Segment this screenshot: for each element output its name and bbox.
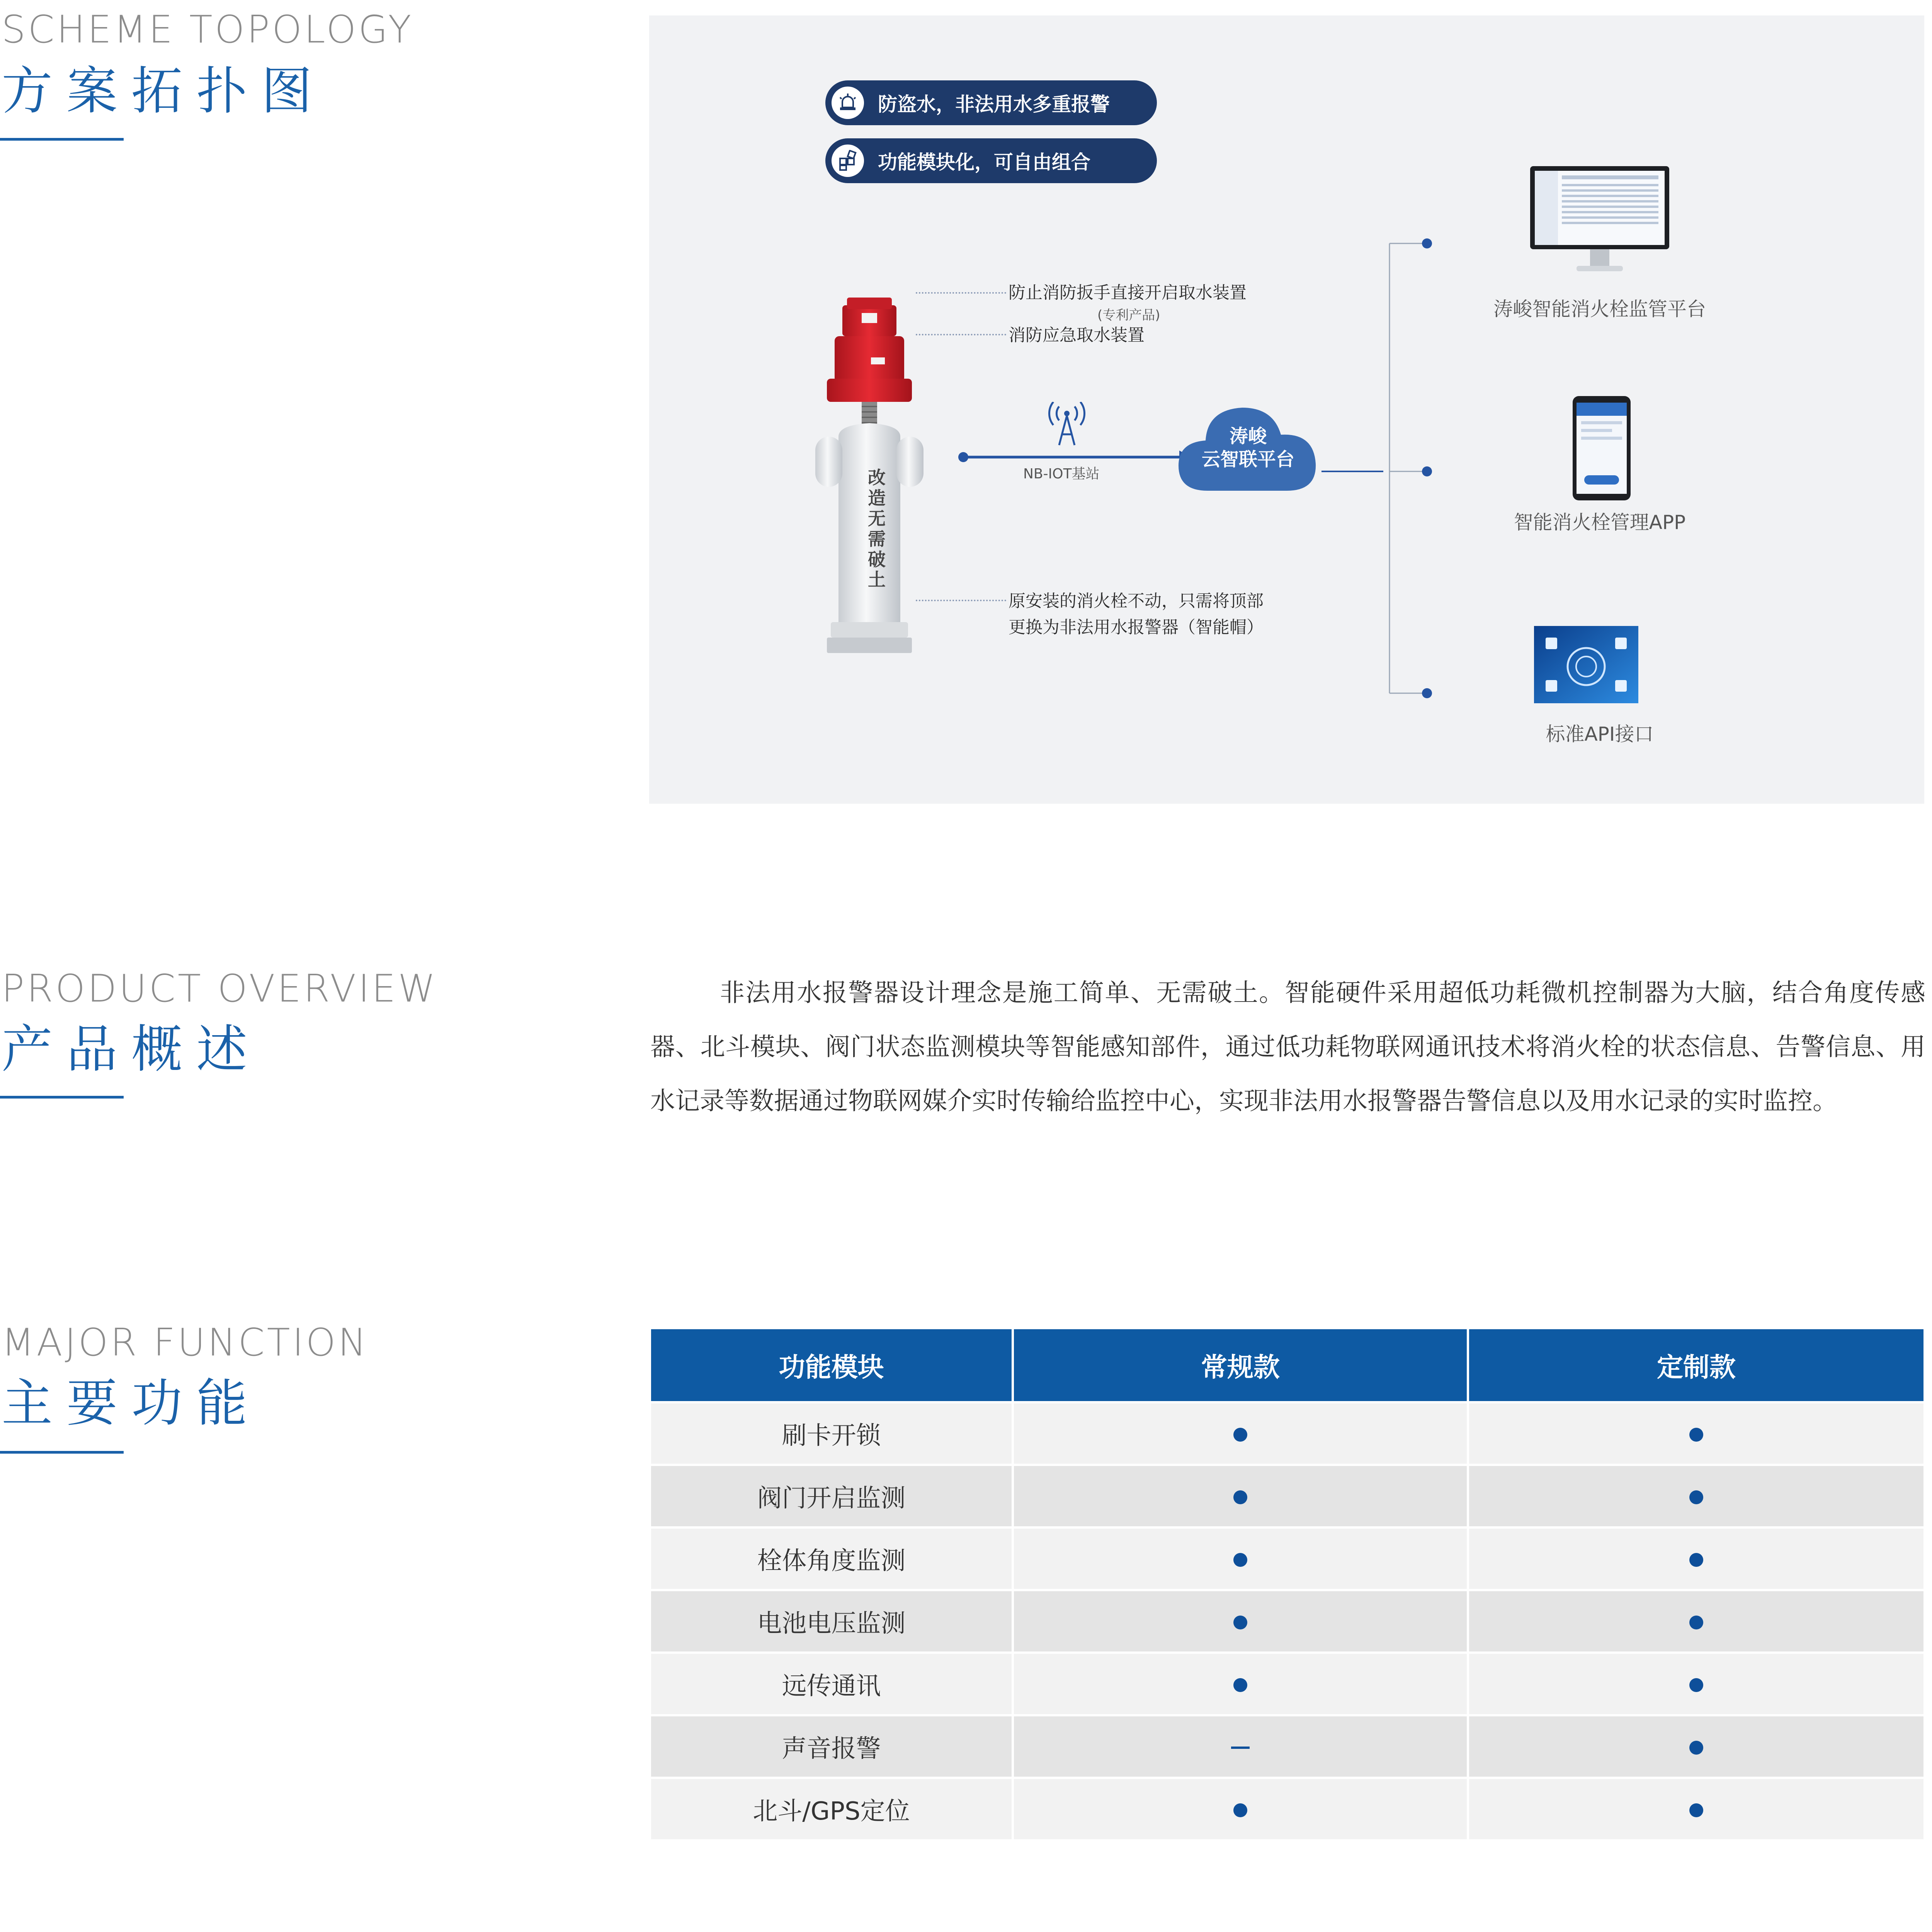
not-supported-dash-icon <box>1231 1747 1250 1749</box>
callout-leader-line <box>916 334 1006 335</box>
callout-anti-wrench: 防止消防扳手直接开启取水装置 <box>1009 283 1247 303</box>
standard-support-cell <box>1013 1402 1468 1465</box>
function-name-cell: 电池电压监测 <box>651 1590 1013 1653</box>
distribution-connector <box>1321 224 1383 699</box>
function-name-cell: 阀门开启监测 <box>651 1465 1013 1527</box>
base-station-icon <box>1046 402 1088 448</box>
table-header-row <box>651 1329 1923 1402</box>
supported-dot-icon <box>1689 1616 1703 1629</box>
supported-dot-icon <box>1689 1428 1703 1442</box>
supported-dot-icon <box>1233 1803 1247 1817</box>
terminal-label-app: 智能消火栓管理APP <box>1514 511 1686 534</box>
terminal-dot-app <box>1422 466 1432 476</box>
standard-support-cell <box>1013 1715 1468 1778</box>
alarm-light-icon <box>832 87 864 119</box>
table-row <box>651 1465 1923 1527</box>
header-module: 功能模块 <box>651 1329 1013 1402</box>
table-row <box>651 1590 1923 1653</box>
supported-dot-icon <box>1233 1678 1247 1692</box>
distribution-branches <box>1387 224 1430 699</box>
terminal-label-platform: 涛峻智能消火栓监管平台 <box>1493 298 1706 320</box>
callout-install-line1: 原安装的消火栓不动，只需将顶部 <box>1009 591 1264 611</box>
standard-support-cell <box>1013 1590 1468 1653</box>
callout-install-line2: 更换为非法用水报警器（智能帽） <box>1009 617 1264 637</box>
standard-support-cell <box>1013 1527 1468 1590</box>
supported-dot-icon <box>1689 1803 1703 1817</box>
callout-leader-line <box>916 292 1006 294</box>
supported-dot-icon <box>1233 1428 1247 1442</box>
cloud-platform-label: 云智联平台 <box>1201 449 1294 470</box>
custom-support-cell <box>1468 1715 1923 1778</box>
section-zh-title-function: 主要功能 <box>2 1374 261 1433</box>
section-en-title-overview: PRODUCT OVERVIEW <box>2 967 438 1011</box>
callout-emergency-intake: 消防应急取水装置 <box>1009 325 1145 345</box>
feature-pill-anti-theft <box>825 80 1157 125</box>
api-icon <box>1534 626 1638 703</box>
table-row <box>651 1715 1923 1778</box>
feature-pill-label: 防盗水，非法用水多重报警 <box>878 93 1110 116</box>
function-name-cell: 远传通讯 <box>651 1653 1013 1715</box>
custom-support-cell <box>1468 1465 1923 1527</box>
custom-support-cell <box>1468 1778 1923 1839</box>
table-row <box>651 1653 1923 1715</box>
base-station-label: NB-IOT基站 <box>1023 466 1100 482</box>
supported-dot-icon <box>1689 1678 1703 1692</box>
custom-support-cell <box>1468 1402 1923 1465</box>
terminal-label-api: 标准API接口 <box>1546 723 1654 745</box>
table-row <box>651 1778 1923 1839</box>
function-name-cell: 北斗/GPS定位 <box>651 1778 1013 1839</box>
section-underline <box>0 138 124 141</box>
header-standard: 常规款 <box>1013 1329 1468 1402</box>
feature-pill-label: 功能模块化，可自由组合 <box>878 151 1090 173</box>
terminal-dot-api <box>1422 688 1432 698</box>
supported-dot-icon <box>1689 1490 1703 1504</box>
product-overview-paragraph: 非法用水报警器设计理念是施工简单、无需破土。智能硬件采用超低功耗微机控制器为大脑，结合角度传感器、北斗模块、阀门状态监测模块等智能感知部件，通过低功耗物联网通讯技术将消火栓的状态信息、告警信息、用水记录等数据通过物联网媒介实时传输给监控中心，实现非法用水报警器告警信息以及用水记录的实时监控。 <box>650 979 1925 1116</box>
standard-support-cell <box>1013 1653 1468 1715</box>
feature-pill-modular <box>825 138 1157 183</box>
section-underline <box>0 1451 124 1454</box>
table-row <box>651 1527 1923 1590</box>
modules-icon <box>832 145 864 177</box>
callout-patent: (专利产品) <box>1097 308 1160 323</box>
function-comparison-table <box>651 1329 1923 1839</box>
smartphone-icon <box>1569 394 1634 502</box>
cloud-name: 涛峻 <box>1229 425 1267 447</box>
function-name-cell: 刷卡开锁 <box>651 1402 1013 1465</box>
supported-dot-icon <box>1233 1490 1247 1504</box>
section-zh-title-topology: 方案拓扑图 <box>2 61 326 121</box>
table-row <box>651 1402 1923 1465</box>
standard-support-cell <box>1013 1465 1468 1527</box>
monitor-icon <box>1526 162 1673 286</box>
custom-support-cell <box>1468 1653 1923 1715</box>
header-custom: 定制款 <box>1468 1329 1923 1402</box>
terminal-dot-platform <box>1422 238 1432 248</box>
supported-dot-icon <box>1689 1553 1703 1567</box>
supported-dot-icon <box>1233 1616 1247 1629</box>
function-name-cell: 声音报警 <box>651 1715 1013 1778</box>
section-en-title-function: MAJOR FUNCTION <box>2 1321 369 1365</box>
function-name-cell: 栓体角度监测 <box>651 1527 1013 1590</box>
callout-leader-line <box>916 600 1006 601</box>
topology-diagram-panel <box>649 15 1924 804</box>
section-zh-title-overview: 产品概述 <box>2 1020 261 1079</box>
standard-support-cell <box>1013 1778 1468 1839</box>
supported-dot-icon <box>1689 1741 1703 1755</box>
supported-dot-icon <box>1233 1553 1247 1567</box>
section-underline <box>0 1096 124 1099</box>
hydrant-vertical-text: 改造无需破土 <box>868 467 886 590</box>
custom-support-cell <box>1468 1527 1923 1590</box>
section-en-title-topology: SCHEME TOPOLOGY <box>2 8 414 52</box>
custom-support-cell <box>1468 1590 1923 1653</box>
